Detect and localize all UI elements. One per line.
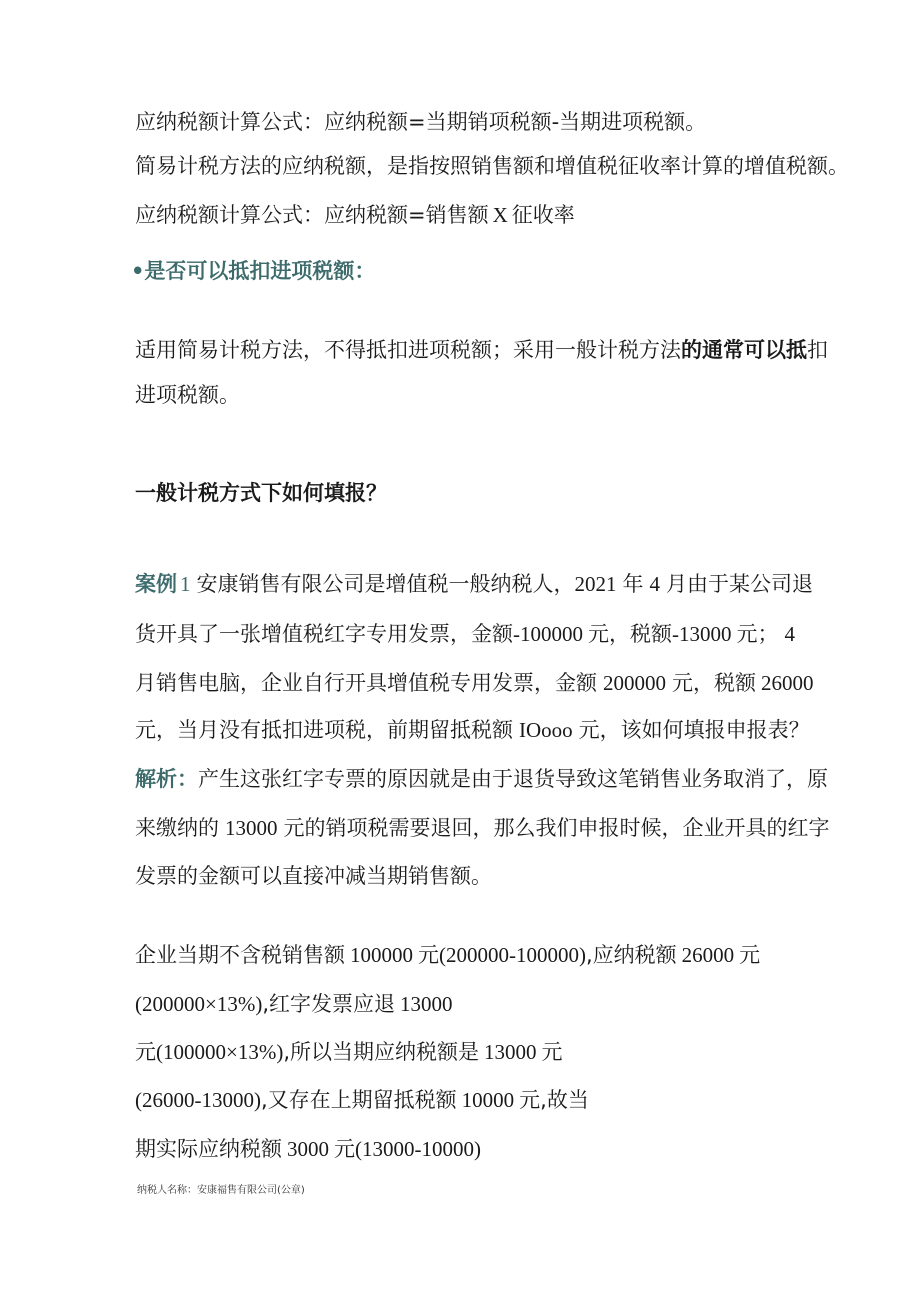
calc-line2: (200000×13%),红字发票应退 13000 (135, 992, 453, 1016)
case-line2: 货开具了一张增值税红字专用发票，金额-100000 元，税额-13000 元； 4 (135, 622, 795, 646)
formula-general: 应纳税额计算公式：应纳税额=当期销项税额-当期进项税额。 (135, 110, 707, 134)
simple-method-definition: 简易计税方法的应纳税额，是指按照销售额和增值税征收率计算的增值税额。 (135, 154, 849, 178)
analysis-line2: 来缴纳的 13000 元的销项税需要退回，那么我们申报时候，企业开具的红字 (135, 816, 830, 840)
calc-line1: 企业当期不含税销售额 100000 元(200000-100000),应纳税额 26000 元 (135, 943, 761, 967)
formula-simple: 应纳税额计算公式：应纳税额=销售额 X 征收率 (135, 203, 575, 227)
taxpayer-name-footer: 纳税人名称：安康福售有限公司(公章) (137, 1185, 305, 1196)
analysis-line1: 解析：产生这张红字专票的原因就是由于退货导致这笔销售业务取消了，原 (135, 767, 828, 791)
analysis-line3: 发票的金额可以直接冲减当期销售额。 (135, 864, 492, 888)
case-line1: 案例 1 安康销售有限公司是增值税一般纳税人，2021 年 4 月由于某公司退 (135, 572, 813, 596)
calc-line5: 期实际应纳税额 3000 元(13000-10000) (135, 1137, 481, 1161)
calc-line4: (26000-13000),又存在上期留抵税额 10000 元,故当 (135, 1088, 589, 1112)
section-heading-deduction: •是否可以抵扣进项税额： (131, 259, 376, 283)
section-heading-general-filing: 一般计税方式下如何填报？ (135, 481, 387, 505)
deduction-paragraph-line1: 适用简易计税方法，不得抵扣进项税额；采用一般计税方法的通常可以抵扣 (135, 338, 828, 362)
case-line4: 元，当月没有抵扣进项税，前期留抵税额 IOooo 元，该如何填报申报表？ (135, 718, 810, 742)
calc-line3: 元(100000×13%),所以当期应纳税额是 13000 元 (135, 1040, 563, 1064)
case-line3: 月销售电脑，企业自行开具增值税专用发票，金额 200000 元，税额 26000 (135, 671, 814, 695)
deduction-paragraph-line2: 进项税额。 (135, 383, 240, 407)
